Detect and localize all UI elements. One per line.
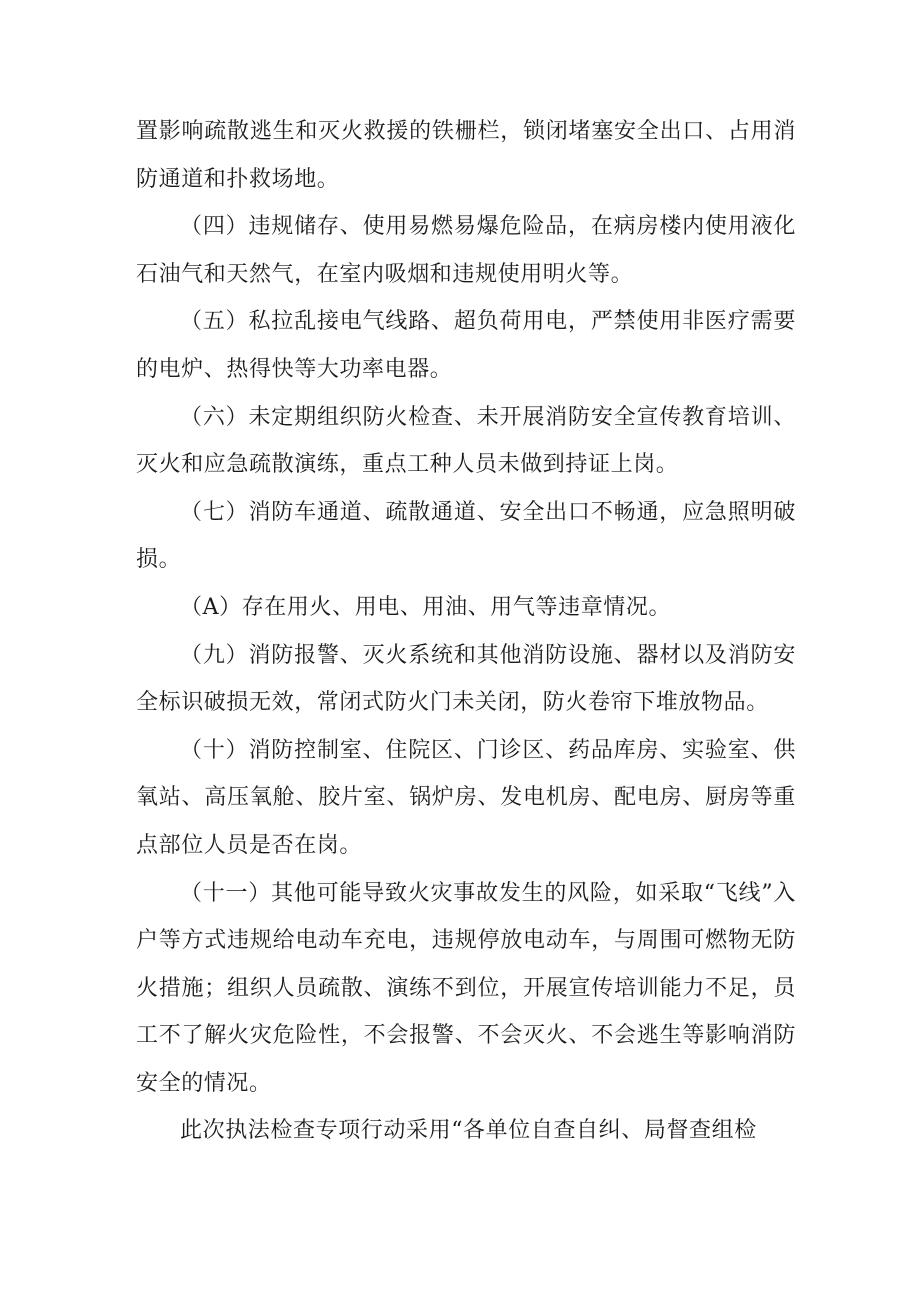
- paragraph-item-10: （十）消防控制室、住院区、门诊区、药品库房、实验室、供氧站、高压氧舱、胶片室、锅炉房、发电机房、配电房、厨房等重点部位人员是否在岗。: [136, 737, 796, 858]
- paragraph-item-9: （九）消防报警、灭火系统和其他消防设施、器材以及消防安全标识破损无效，常闭式防火门未关闭，防火卷帘下堆放物品。: [136, 642, 796, 716]
- paragraph-item-4: （四）违规储存、使用易燃易爆危险品，在病房楼内使用液化石油气和天然气，在室内吸烟和违规使用明火等。: [136, 214, 796, 287]
- paragraph-item-6: （六）未定期组织防火检查、未开展消防安全宣传教育培训、灭火和应急疏散演练，重点工种人员未做到持证上岗。: [136, 404, 796, 478]
- paragraph-item-5: （五）私拉乱接电气线路、超负荷用电，严禁使用非医疗需要的电炉、热得快等大功率电器。: [136, 309, 796, 382]
- document-body: [136, 108, 796, 1155]
- paragraph-closing: 此次执法检查专项行动采用“各单位自查自纠、局督查组检: [180, 1118, 757, 1144]
- paragraph-item-11: （十一）其他可能导致火灾事故发生的风险，如采取“飞线”入户等方式违规给电动车充电，违规停放电动车，与周围可燃物无防火措施；组织人员疏散、演练不到位，开展宣传培训能力不足，员工不了解火灾危险性，不会报警、不会灭火、不会逃生等影响消防安全的情况。: [136, 880, 796, 1096]
- paragraph-item-7: （七）消防车通道、疏散通道、安全出口不畅通，应急照明破损。: [136, 499, 796, 573]
- paragraph-item-8: （A）存在用火、用电、用油、用气等违章情况。: [180, 594, 672, 620]
- paragraph-continuation: 置影响疏散逃生和灭火救援的铁栅栏，锁闭堵塞安全出口、占用消防通道和扑救场地。: [136, 119, 796, 192]
